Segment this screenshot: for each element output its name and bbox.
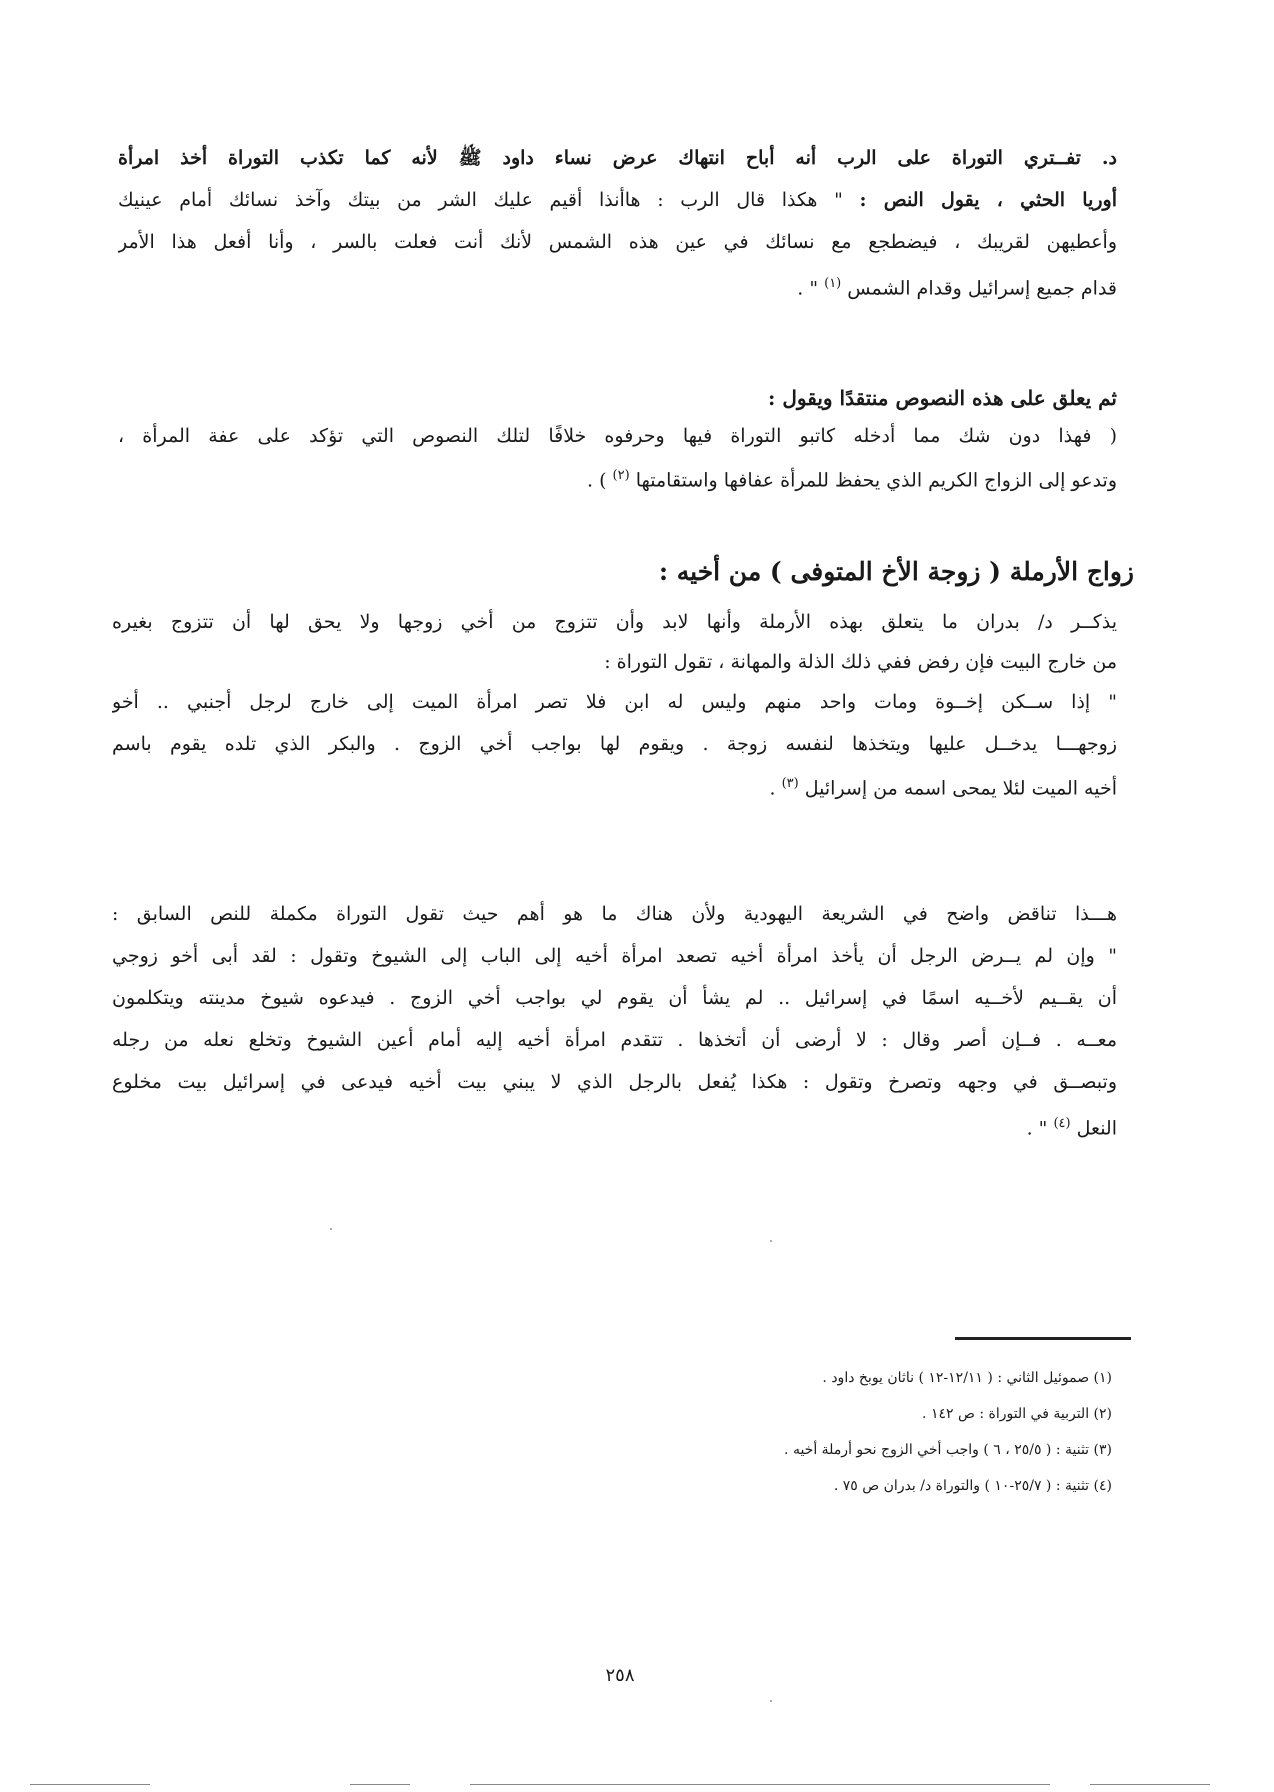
footnote-2: (٢) التربية في التوراة : ص ١٤٢ . (922, 1406, 1112, 1422)
widow-line-3: " إذا ســكن إخــوة ومات واحد منهم وليس له ابن فلا تصر امرأة الميت إلى خارج لرجل أجنبي .. أخو (112, 691, 1117, 713)
paragraph-d-line-2 (118, 182, 1117, 218)
section-heading: زواج الأرملة ( زوجة الأخ المتوفى ) من أخيه : (658, 557, 1134, 586)
footnote-ref-4[interactable]: (٤) (1053, 1116, 1071, 1131)
scan-speck (770, 1700, 772, 1702)
commentary-closing: ) . (586, 469, 607, 492)
scan-edge-line (350, 1784, 410, 1785)
widow-line-4: زوجهـــا يدخــل عليها ويتخذها لنفسه زوجة . ويقوم لها بواجب أخي الزوج . والبكر الذي تلده يقوم باسم (112, 733, 1117, 755)
footnote-ref-3[interactable]: (٣) (781, 776, 799, 791)
paragraph-d-quote-start: " هكذا قال الرب : هاأنذا أقيم عليك الشر من بيتك وآخذ نسائك أمام عينيك (118, 189, 860, 211)
paragraph-d-quote-end: قدام جميع إسرائيل وقدام الشمس (847, 277, 1117, 300)
scan-edge-line (30, 1784, 150, 1785)
contradiction-line-4: معــه . فــإن أصر وقال : لا أرضى أن أتخذها . تتقدم امرأة أخيه إليه أمام أعين الشيوخ وتخلع نعله من رجله (112, 1029, 1117, 1051)
widow-quote-end: أخيه الميت لئلا يمحى اسمه من إسرائيل (804, 777, 1117, 800)
widow-line-5 (112, 766, 1117, 806)
footnote-3: (٣) تثنية : ( ٢٥/٥ ، ٦ ) واجب أخي الزوج نحو أرملة أخيه . (784, 1442, 1112, 1458)
footnote-separator (955, 1337, 1131, 1340)
contradiction-quote-end: النعل (1076, 1117, 1117, 1140)
footnote-1: (١) صموئيل الثاني : ( ١٢/١١-١٢ ) ناثان يوبخ داود . (822, 1370, 1112, 1386)
paragraph-d-line-3: وأعطيهن لقريبك ، فيضطجع مع نسائك في عين هذه الشمس لأنك أنت فعلت بالسر ، وأنا أفعل هذا الأمر (118, 231, 1117, 253)
paragraph-d (118, 140, 1117, 306)
scan-speck (770, 1240, 772, 1242)
commentary-line-2 (118, 458, 1117, 498)
scan-speck (330, 1228, 332, 1230)
widow-line-2: من خارج البيت فإن رفض ففي ذلك الذلة والمهانة ، تقول التوراة : (604, 651, 1117, 673)
paragraph-d-line-4 (118, 266, 1117, 306)
contradiction-line-5: وتبصــق في وجهه وتصرخ وتقول : هكذا يُفعل بالرجل الذي لا يبني بيت أخيه فيدعى في إسرائيل بيت مخلوع (112, 1071, 1117, 1093)
contradiction-line-2: " وإن لم يــرض الرجل أن يأخذ امرأة أخيه تصعد امرأة أخيه إلى الباب إلى الشيوخ وتقول : لقد أبى أخو زوجي (112, 945, 1117, 967)
footnote-ref-2[interactable]: (٢) (612, 468, 630, 483)
footnote-4: (٤) تثنية : ( ٢٥/٧-١٠ ) والتوراة د/ بدران ص ٧٥ . (833, 1478, 1112, 1494)
footnote-ref-1[interactable]: (١) (824, 276, 842, 291)
contradiction-line-3: أن يقــيم لأخــيه اسمًا في إسرائيل .. لم يشأ أن يقوم لي بواجب أخي الزوج . فيدعوه شيوخ مدينته ويتكلمون (112, 987, 1117, 1009)
paragraph-d-line-1: د. تفــتري التوراة على الرب أنه أباح انتهاك عرض نساء داود ﷺ لأنه كما تكذب التوراة أخذ امرأة (118, 147, 1117, 169)
paragraph-d-lead: أوريا الحثي ، يقول النص : (859, 189, 1117, 211)
contradiction-closing: " . (1026, 1117, 1048, 1140)
widow-line-1: يذكــر د/ بدران ما يتعلق بهذه الأرملة وأنها لابد وأن تتزوج من أخي زوجها ولا يحق لها أن تتزوج بغيره (112, 611, 1117, 633)
widow-closing: . (769, 777, 776, 800)
contradiction-paragraph (112, 896, 1117, 1146)
contradiction-line-1: هـــذا تناقض واضح في الشريعة اليهودية ولأن هناك ما هو أهم حيث تقول التوراة مكملة للنص السابق : (112, 903, 1117, 925)
paragraph-d-closing: " . (797, 277, 819, 300)
contradiction-line-6 (112, 1106, 1117, 1146)
commentary-heading: ثم يعلق على هذه النصوص منتقدًا ويقول : (768, 386, 1117, 410)
commentary-text: وتدعو إلى الزواج الكريم الذي يحفظ للمرأة عفافها واستقامتها (635, 469, 1117, 492)
commentary-line-1: ( فهذا دون شك مما أدخله كاتبو التوراة فيها وحرفوه خلافًا لتلك النصوص التي تؤكد على عفة المرأة ، (118, 425, 1117, 447)
commentary-block (118, 380, 1117, 498)
scan-edge-line (470, 1784, 1050, 1785)
widow-paragraph (112, 604, 1117, 806)
scan-edge-line (1090, 1784, 1210, 1785)
page-number: ٢٥٨ (605, 1665, 635, 1686)
section-heading-block (118, 552, 1134, 592)
